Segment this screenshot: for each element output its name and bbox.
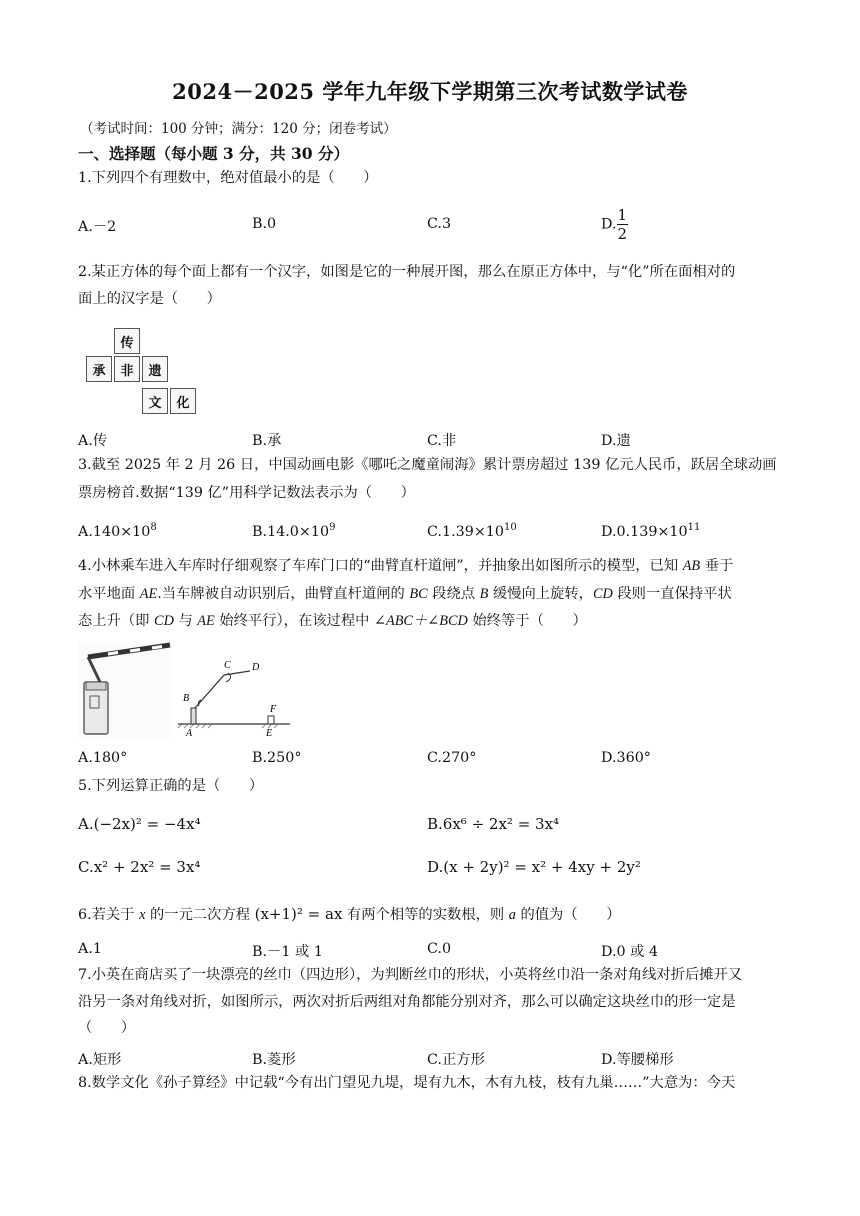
label-f: F (270, 704, 277, 715)
q5-option-a: A.(−2x)² = −4x⁴ (78, 815, 201, 833)
text: 水平地面 (78, 586, 140, 602)
q6-option-d: D.0 或 4 (601, 944, 659, 960)
q5-option-b: B.6x⁶ ÷ 2x² = 3x⁴ (427, 815, 560, 833)
text: 缓慢向上旋转， (488, 586, 593, 602)
net-face: 承 (86, 356, 112, 382)
q3-option-b (252, 522, 335, 540)
question-2-line-2: 面上的汉字是（ ） (78, 291, 221, 307)
equation: (x+1)² = ax (254, 905, 343, 923)
option-prefix: C. (427, 523, 442, 540)
question-3-line-2: 票房榜首.数据“139 亿”用科学记数法表示为（ ） (78, 485, 415, 501)
text: 4.小林乘车进入车库时仔细观察了车库门口的“曲臂直杆道闸”，并抽象出如图所示的模型，已知 (78, 558, 683, 574)
text: 有两个相等的实数根，则 (342, 907, 509, 923)
text: 始终等于（ ） (467, 613, 587, 629)
math-angle-sum: ∠ABC＋∠BCD (373, 613, 468, 629)
text: 态上升（即 (78, 613, 155, 629)
net-face: 非 (114, 356, 140, 382)
text: 的一元二次方程 (145, 907, 255, 923)
q7-option-d: D.等腰梯形 (601, 1052, 674, 1068)
q4-option-c: C.270° (427, 750, 477, 766)
math-b: B (479, 586, 489, 602)
label-b: B (183, 693, 190, 704)
text: 与 (173, 613, 198, 629)
question-6 (78, 901, 621, 928)
math-cd: CD (592, 586, 613, 602)
gate-barrier-figure (78, 642, 296, 738)
page-title: 2024－2025 学年九年级下学期第三次考试数学试卷 (172, 79, 688, 104)
question-1: 1.下列四个有理数中，绝对值最小的是（ ） (78, 170, 378, 186)
q6-option-b: B.－1 或 1 (252, 944, 323, 960)
text: .当车牌被自动识别后，曲臂直杆道闸的 (157, 586, 410, 602)
q2-option-a: A.传 (78, 433, 108, 449)
question-4-line-2 (78, 581, 732, 607)
label-d: D (252, 662, 260, 673)
q7-option-b: B.菱形 (252, 1052, 296, 1068)
arm-stripe (130, 650, 140, 652)
option-base: 14.0×10 (267, 523, 330, 540)
net-face: 文 (142, 388, 168, 414)
q1-option-c: C.3 (427, 216, 452, 232)
q7-option-c: C.正方形 (427, 1052, 485, 1068)
math-a: a (508, 907, 516, 923)
q5-option-d: D.(x + 2y)² = x² + 4xy + 2y² (427, 858, 641, 876)
arm-stripe (152, 647, 162, 649)
option-prefix: B. (252, 523, 268, 540)
exponent: 11 (687, 522, 701, 533)
post-ef (268, 716, 274, 724)
arm-stripe (108, 653, 118, 655)
math-bc: BC (409, 586, 428, 602)
q7-option-a: A.矩形 (78, 1052, 122, 1068)
denominator: 2 (617, 225, 628, 243)
option-prefix: D. (601, 523, 617, 540)
option-base: 0.139×10 (616, 523, 688, 540)
arm-cd (224, 671, 250, 675)
question-5: 5.下列运算正确的是（ ） (78, 778, 264, 794)
exam-info: （考试时间：100 分钟；满分：120 分；闭卷考试） (80, 121, 397, 137)
section-heading: 一、选择题（每小题 3 分，共 30 分） (78, 144, 349, 163)
option-prefix: A. (78, 523, 93, 540)
option-base: 140×10 (92, 523, 151, 540)
q1-option-d (601, 206, 628, 243)
cube-net-figure (78, 322, 202, 422)
q3-option-a (78, 522, 157, 540)
option-base: 1.39×10 (441, 523, 504, 540)
q6-option-c: C.0 (427, 941, 452, 957)
arm-bc (195, 675, 224, 708)
question-2-line-1: 2.某正方体的每个面上都有一个汉字，如图是它的一种展开图，那么在原正方体中，与“化”所在面相对的 (78, 264, 736, 280)
math-cd: CD (154, 613, 174, 629)
label-e: E (266, 728, 273, 738)
q1-option-a: A.－2 (78, 219, 117, 235)
q4-option-d: D.360° (601, 750, 651, 766)
label-a: A (186, 728, 193, 738)
question-7-line-3: （ ） (78, 1020, 136, 1036)
question-7-line-1: 7.小英在商店买了一块漂亮的丝巾（四边形），为判断丝巾的形状，小英将丝巾沿一条对角线对折后摊开又 (78, 967, 743, 983)
math-ae: AE (197, 613, 215, 629)
text: 垂于 (700, 558, 734, 574)
math-ae: AE (139, 586, 158, 602)
q2-option-c: C.非 (427, 433, 457, 449)
q3-option-c (427, 522, 517, 540)
question-4-line-1 (78, 553, 733, 579)
q1-option-b: B.0 (252, 216, 277, 232)
text: 6.若关于 (78, 907, 140, 923)
q4-option-b: B.250° (252, 750, 302, 766)
question-4-line-3 (78, 608, 587, 634)
text: 段则一直保持平状 (612, 586, 732, 602)
question-3-line-1: 3.截至 2025 年 2 月 26 日，中国动画电影《哪吒之魔童闹海》累计票房超过 139 亿元人民币，跃居全球动画 (78, 457, 777, 473)
label-c: C (224, 660, 231, 671)
q2-option-b: B.承 (252, 433, 282, 449)
net-face: 化 (170, 388, 196, 414)
q1-d-prefix: D. (601, 216, 617, 233)
question-8-line-1: 8.数学文化《孙子算经》中记载“今有出门望见九堤，堤有九木，木有九枝，枝有九巢……”大意为：今天 (78, 1075, 736, 1091)
post-ab (191, 708, 196, 724)
exponent: 10 (504, 522, 517, 533)
text: 段绕点 (427, 586, 480, 602)
exponent: 8 (150, 522, 157, 533)
net-face: 传 (114, 328, 140, 354)
question-7-line-2: 沿另一条对角线对折，如图所示，两次对折后两组对角都能分别对齐，那么可以确定这块丝巾的形一定是 (78, 994, 736, 1010)
q3-option-d (601, 522, 700, 540)
q5-option-c: C.x² + 2x² = 3x⁴ (78, 858, 201, 876)
math-x: x (139, 907, 146, 923)
net-face: 遗 (142, 356, 168, 382)
q2-option-d: D.遗 (601, 433, 631, 449)
barrier-box-top (86, 682, 106, 690)
q4-option-a: A.180° (78, 750, 128, 766)
math-ab: AB (682, 558, 701, 574)
exponent: 9 (329, 522, 336, 533)
text: 的值为（ ） (515, 907, 621, 923)
text: 始终平行），在该过程中 (214, 613, 374, 629)
fraction (617, 206, 629, 243)
q6-option-a: A.1 (78, 941, 102, 957)
numerator: 1 (617, 206, 628, 224)
